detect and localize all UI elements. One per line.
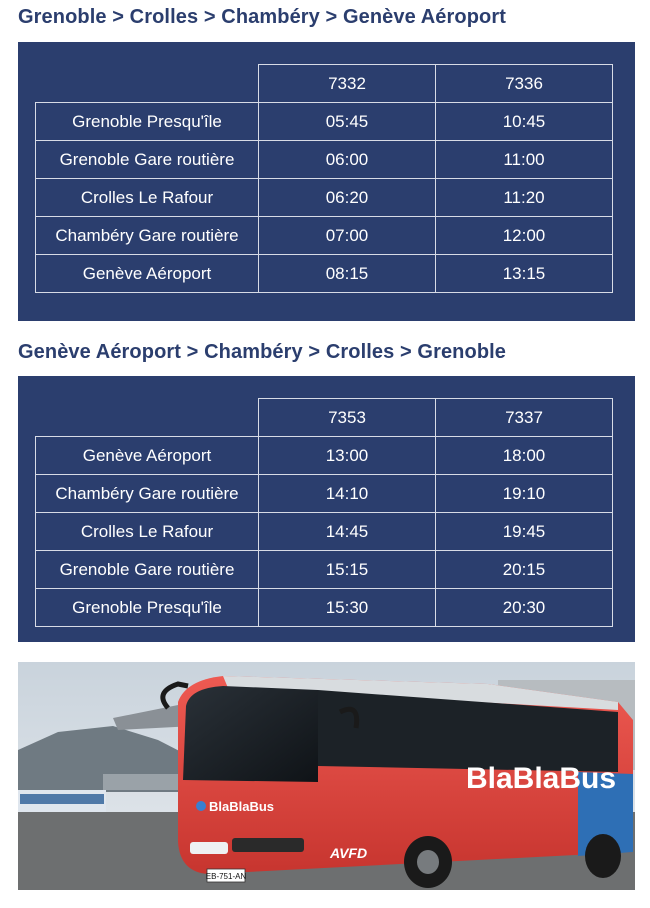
table-row: [36, 475, 613, 513]
bus-grille: [232, 838, 304, 852]
route-title-outbound: Grenoble > Crolles > Chambéry > Genève Aéroport: [18, 6, 507, 28]
table-row: [36, 551, 613, 589]
departure-time: 14:45: [259, 513, 436, 551]
stop-name: Genève Aéroport: [36, 437, 259, 475]
departure-time: 06:20: [259, 179, 436, 217]
trip-number: 7337: [436, 399, 613, 437]
bus-headlight: [190, 842, 228, 854]
departure-time: 12:00: [436, 217, 613, 255]
departure-time: 19:45: [436, 513, 613, 551]
stop-name: Grenoble Gare routière: [36, 551, 259, 589]
departure-time: 13:00: [259, 437, 436, 475]
timetable-header-row: [36, 399, 613, 437]
table-row: [36, 179, 613, 217]
timetable-return: [35, 398, 613, 627]
bus-photo: [18, 662, 635, 890]
trip-number: 7332: [259, 65, 436, 103]
departure-time: 20:30: [436, 589, 613, 627]
bus-photo-illustration: [18, 662, 635, 890]
departure-time: 15:15: [259, 551, 436, 589]
departure-time: 13:15: [436, 255, 613, 293]
departure-time: 20:15: [436, 551, 613, 589]
table-row: [36, 437, 613, 475]
bus-windshield: [183, 686, 318, 782]
departure-time: 07:00: [259, 217, 436, 255]
departure-time: 19:10: [436, 475, 613, 513]
stop-name: Grenoble Presqu'île: [36, 589, 259, 627]
route-title-return: Genève Aéroport > Chambéry > Crolles > Grenoble: [18, 341, 507, 363]
departure-time: 11:20: [436, 179, 613, 217]
table-row: [36, 103, 613, 141]
parked-bus-windows: [20, 794, 104, 804]
table-row: [36, 255, 613, 293]
departure-time: 18:00: [436, 437, 613, 475]
bus-wheel: [585, 834, 621, 878]
brand-logo-icon: [196, 801, 206, 811]
stop-name: Chambéry Gare routière: [36, 475, 259, 513]
license-plate-text: EB-751-AN: [205, 872, 247, 881]
departure-time: 10:45: [436, 103, 613, 141]
bus-front-brand: BlaBlaBus: [209, 799, 275, 814]
trip-number: 7336: [436, 65, 613, 103]
table-row: [36, 589, 613, 627]
departure-time: 11:00: [436, 141, 613, 179]
departure-time: 14:10: [259, 475, 436, 513]
stop-name: Grenoble Gare routière: [36, 141, 259, 179]
table-row: [36, 217, 613, 255]
table-corner-cell: [36, 399, 259, 437]
stop-name: Crolles Le Rafour: [36, 179, 259, 217]
departure-time: 06:00: [259, 141, 436, 179]
stop-name: Crolles Le Rafour: [36, 513, 259, 551]
departure-time: 08:15: [259, 255, 436, 293]
timetable-outbound: [35, 64, 613, 293]
bus-wheel-hub: [417, 850, 439, 874]
timetable-panel-return: [18, 376, 635, 642]
bus-side-brand: BlaBlaBus: [466, 762, 617, 795]
timetable-panel-outbound: [18, 42, 635, 321]
trip-number: 7353: [259, 399, 436, 437]
stop-name: Chambéry Gare routière: [36, 217, 259, 255]
table-row: [36, 513, 613, 551]
table-corner-cell: [36, 65, 259, 103]
stop-name: Grenoble Presqu'île: [36, 103, 259, 141]
stop-name: Genève Aéroport: [36, 255, 259, 293]
departure-time: 15:30: [259, 589, 436, 627]
table-row: [36, 141, 613, 179]
departure-time: 05:45: [259, 103, 436, 141]
timetable-header-row: [36, 65, 613, 103]
operator-logo: AVFD: [330, 845, 368, 861]
